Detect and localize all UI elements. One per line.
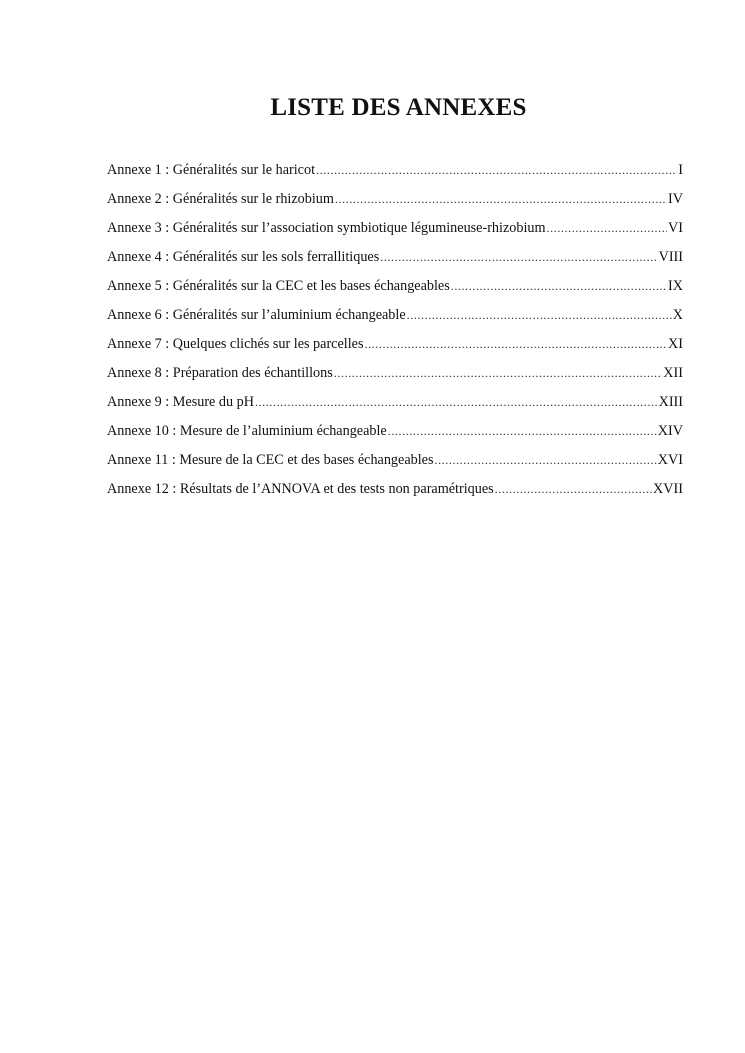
annex-entry-6 xyxy=(107,303,683,332)
annex-page-number: XVII xyxy=(653,481,683,497)
dot-leader xyxy=(547,216,667,240)
dot-leader xyxy=(255,390,658,414)
annex-entry-4 xyxy=(107,245,683,274)
annex-list xyxy=(107,158,683,506)
annex-label: Annexe 12 : Résultats de l’ANNOVA et des tests non paramétriques xyxy=(107,481,494,497)
annex-page-number: XIII xyxy=(658,394,683,410)
dot-leader xyxy=(495,477,652,501)
dot-leader xyxy=(380,245,657,269)
annex-label: Annexe 7 : Quelques clichés sur les parcelles xyxy=(107,336,364,352)
dot-leader xyxy=(407,303,672,327)
dot-leader xyxy=(451,274,667,298)
dot-leader xyxy=(388,419,657,443)
annex-label: Annexe 2 : Généralités sur le rhizobium xyxy=(107,191,334,207)
annex-page-number: VI xyxy=(668,220,683,236)
annex-page-number: VIII xyxy=(658,249,683,265)
annex-page-number: X xyxy=(672,307,683,323)
annex-page-number: XI xyxy=(668,336,683,352)
dot-leader xyxy=(364,332,667,356)
annex-entry-3 xyxy=(107,216,683,245)
annex-label: Annexe 10 : Mesure de l’aluminium échangeable xyxy=(107,423,387,439)
annex-entry-2 xyxy=(107,187,683,216)
dot-leader xyxy=(334,361,663,385)
dot-leader xyxy=(316,158,677,182)
annex-entry-9 xyxy=(107,390,683,419)
annex-page-number: I xyxy=(678,162,683,178)
annex-label: Annexe 6 : Généralités sur l’aluminium échangeable xyxy=(107,307,406,323)
annex-page-number: XVI xyxy=(657,452,683,468)
page-title: LISTE DES ANNEXES xyxy=(270,94,527,121)
annex-label: Annexe 5 : Généralités sur la CEC et les bases échangeables xyxy=(107,278,450,294)
dot-leader xyxy=(335,187,667,211)
annex-label: Annexe 9 : Mesure du pH xyxy=(107,394,254,410)
annex-entry-5 xyxy=(107,274,683,303)
annex-page-number: XIV xyxy=(657,423,683,439)
annex-entry-12 xyxy=(107,477,683,506)
annex-label: Annexe 8 : Préparation des échantillons xyxy=(107,365,333,381)
dot-leader xyxy=(434,448,656,472)
annex-entry-10 xyxy=(107,419,683,448)
annex-entry-11 xyxy=(107,448,683,477)
annex-label: Annexe 3 : Généralités sur l’association symbiotique légumineuse-rhizobium xyxy=(107,220,546,236)
annex-label: Annexe 4 : Généralités sur les sols ferrallitiques xyxy=(107,249,380,265)
annex-entry-1 xyxy=(107,158,683,187)
annex-page-number: IX xyxy=(668,278,683,294)
annex-entry-7 xyxy=(107,332,683,361)
annex-page-number: IV xyxy=(668,191,683,207)
annex-label: Annexe 11 : Mesure de la CEC et des bases échangeables xyxy=(107,452,434,468)
annex-page-number: XII xyxy=(663,365,683,381)
annex-label: Annexe 1 : Généralités sur le haricot xyxy=(107,162,316,178)
annex-entry-8 xyxy=(107,361,683,390)
